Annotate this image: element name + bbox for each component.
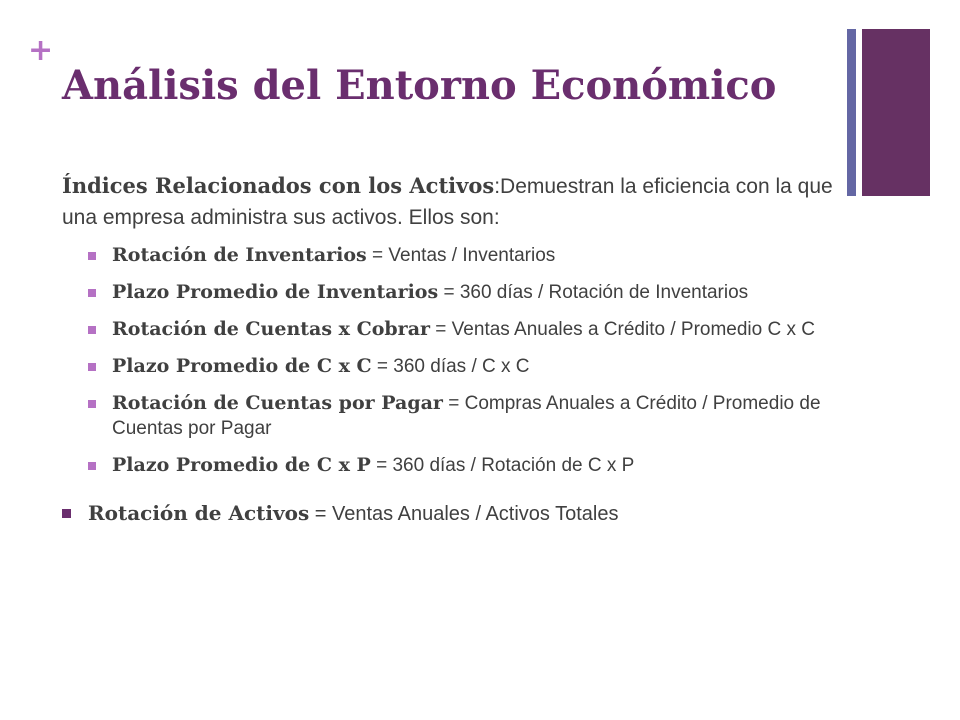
square-bullet-icon xyxy=(88,289,96,297)
item-label: Plazo Promedio de Inventarios xyxy=(112,281,439,303)
item-text: = Ventas Anuales a Crédito / Promedio C x C xyxy=(430,319,815,340)
list-item xyxy=(62,453,852,478)
item-label: Rotación de Cuentas x Cobrar xyxy=(112,318,431,340)
intro-label: Índices Relacionados con los Activos xyxy=(62,173,495,198)
slide-title: Análisis del Entorno Económico xyxy=(62,62,777,109)
intro-text: :Demuestran la eficiencia con la que una empresa administra sus activos. Ellos son: xyxy=(62,175,833,229)
list-item xyxy=(62,354,852,379)
item-text: = Compras Anuales a Crédito / Promedio de Cuentas por Pagar xyxy=(112,393,821,439)
item-text: = 360 días / C x C xyxy=(371,356,530,377)
square-bullet-icon xyxy=(88,252,96,260)
item-text: = 360 días / Rotación de C x P xyxy=(370,455,635,476)
intro-paragraph xyxy=(62,170,852,233)
ratio-list xyxy=(62,243,852,478)
square-bullet-icon xyxy=(88,363,96,371)
item-label: Plazo Promedio de C x C xyxy=(112,355,372,377)
square-bullet-icon xyxy=(62,509,71,518)
item-label: Rotación de Activos xyxy=(88,501,310,525)
slide-content xyxy=(62,170,852,527)
item-label: Plazo Promedio de C x P xyxy=(112,454,371,476)
decorative-wide-bar xyxy=(862,29,930,196)
item-text: = Ventas Anuales / Activos Totales xyxy=(309,503,619,525)
item-text: = Ventas / Inventarios xyxy=(366,245,556,266)
item-label: Rotación de Inventarios xyxy=(112,244,367,266)
list-item xyxy=(62,391,852,441)
main-list-item xyxy=(62,500,852,527)
plus-icon: + xyxy=(28,33,54,68)
square-bullet-icon xyxy=(88,326,96,334)
list-item xyxy=(62,317,852,342)
list-item xyxy=(62,280,852,305)
square-bullet-icon xyxy=(88,400,96,408)
item-label: Rotación de Cuentas por Pagar xyxy=(112,392,443,414)
square-bullet-icon xyxy=(88,462,96,470)
list-item xyxy=(62,243,852,268)
item-text: = 360 días / Rotación de Inventarios xyxy=(438,282,749,303)
